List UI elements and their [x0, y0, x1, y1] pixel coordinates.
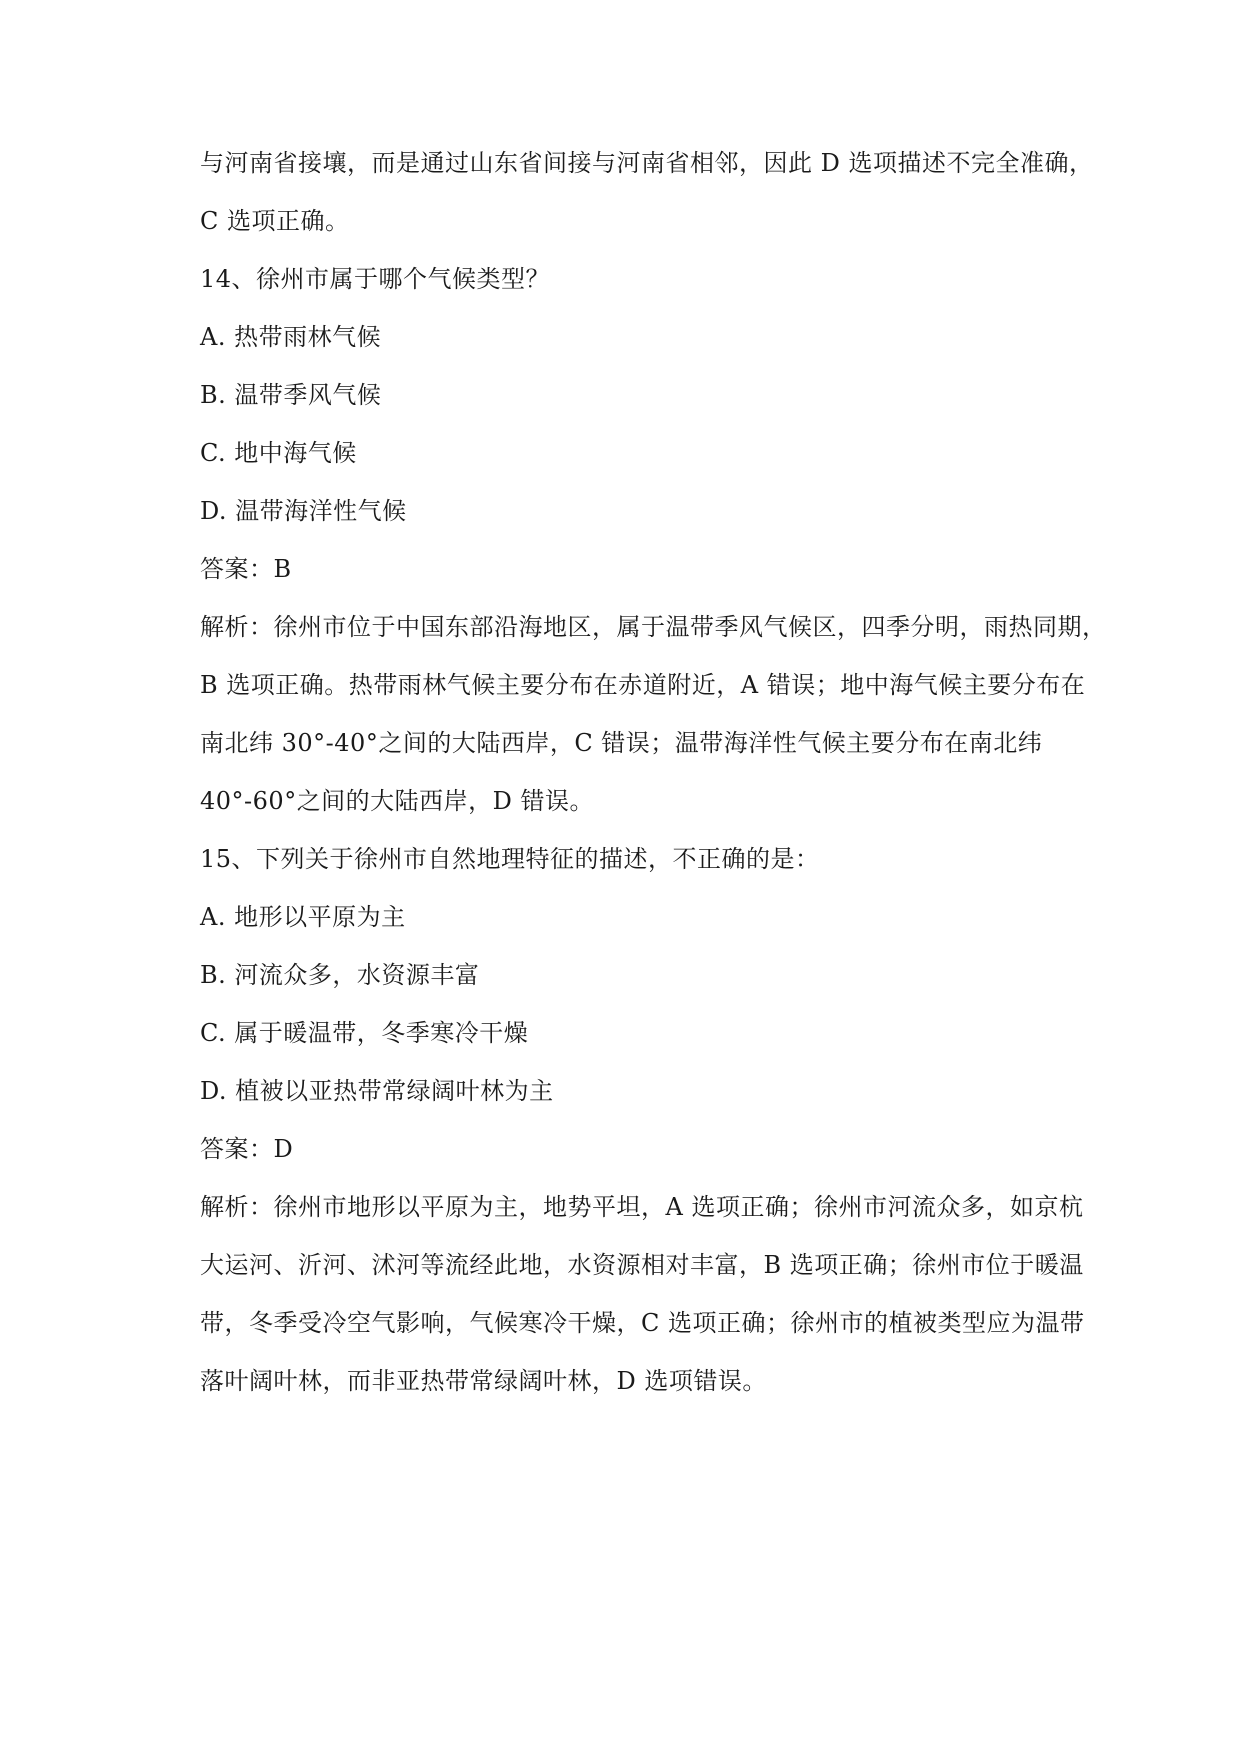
question-15-analysis: 大运河、沂河、沭河等流经此地，水资源相对丰富，B 选项正确；徐州市位于暖温 — [200, 1251, 1084, 1279]
question-15-option-a: A. 地形以平原为主 — [200, 903, 406, 931]
question-15-option-b: B. 河流众多，水资源丰富 — [200, 961, 480, 989]
question-14-option-b: B. 温带季风气候 — [200, 381, 382, 409]
question-15-option-c: C. 属于暖温带，冬季寒冷干燥 — [200, 1019, 529, 1047]
question-14-analysis: B 选项正确。热带雨林气候主要分布在赤道附近，A 错误；地中海气候主要分布在 — [200, 671, 1086, 699]
question-14-analysis: 40°-60°之间的大陆西岸，D 错误。 — [200, 787, 595, 815]
question-15-analysis: 带，冬季受冷空气影响，气候寒冷干燥，C 选项正确；徐州市的植被类型应为温带 — [200, 1309, 1085, 1337]
question-15-analysis: 解析：徐州市地形以平原为主，地势平坦，A 选项正确；徐州市河流众多，如京杭 — [200, 1193, 1084, 1221]
question-14-option-c: C. 地中海气候 — [200, 439, 357, 467]
question-14-option-a: A. 热带雨林气候 — [200, 323, 382, 351]
question-15-answer: 答案：D — [200, 1135, 294, 1163]
question-14-answer: 答案：B — [200, 555, 292, 583]
text-line: C 选项正确。 — [200, 207, 350, 235]
text-line: 与河南省接壤，而是通过山东省间接与河南省相邻，因此 D 选项描述不完全准确， — [200, 149, 1094, 177]
question-15-analysis: 落叶阔叶林，而非亚热带常绿阔叶林，D 选项错误。 — [200, 1367, 767, 1395]
question-15-option-d: D. 植被以亚热带常绿阔叶林为主 — [200, 1077, 554, 1105]
question-14-option-d: D. 温带海洋性气候 — [200, 497, 407, 525]
question-15-title: 15、下列关于徐州市自然地理特征的描述，不正确的是： — [200, 845, 820, 873]
question-14-title: 14、徐州市属于哪个气候类型？ — [200, 265, 551, 293]
question-14-analysis: 解析：徐州市位于中国东部沿海地区，属于温带季风气候区，四季分明，雨热同期， — [200, 613, 1107, 641]
question-14-analysis: 南北纬 30°-40°之间的大陆西岸，C 错误；温带海洋性气候主要分布在南北纬 — [200, 729, 1043, 757]
